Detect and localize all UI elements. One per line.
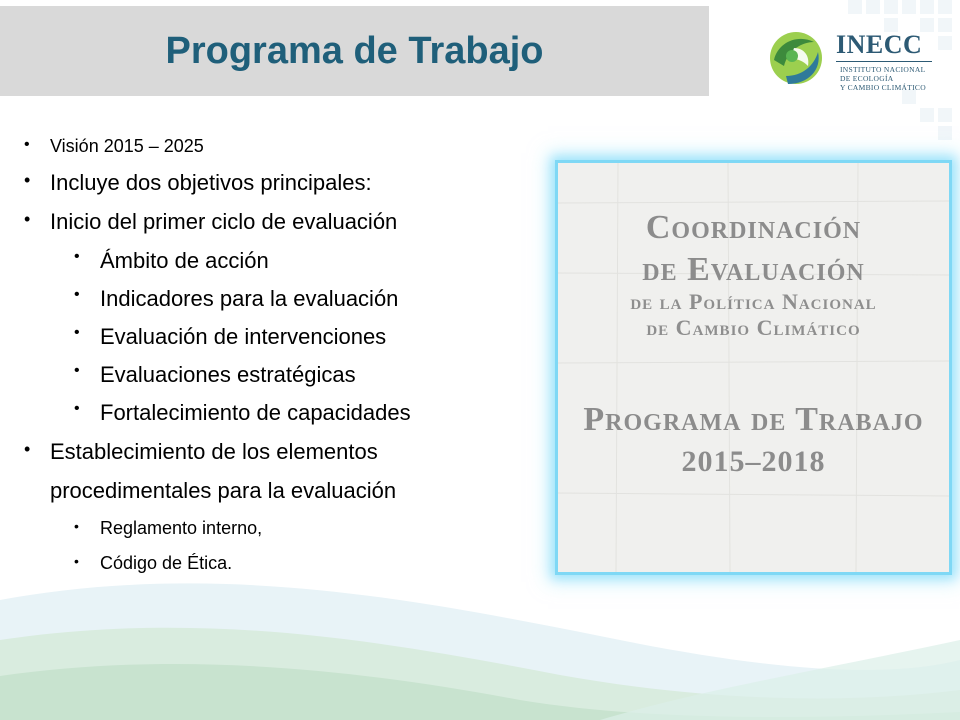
cover-subheading: de la Política Nacional	[630, 289, 877, 314]
sub-bullet-text: Evaluación de intervenciones	[100, 324, 387, 349]
logo-name: INECC	[836, 30, 923, 59]
bullet-icon: •	[24, 209, 31, 229]
bullet-text: Incluye dos objetivos principales:	[50, 170, 372, 195]
cover-subheading: de Cambio Climático	[646, 315, 861, 340]
cover-heading: Coordinación	[645, 209, 862, 246]
bullet-text: procedimentales para la evaluación	[50, 478, 397, 503]
sub-bullet-text: Evaluaciones estratégicas	[100, 362, 356, 387]
sub-bullet-text: Ámbito de acción	[100, 248, 269, 273]
logo-subtitle-line: INSTITUTO NACIONAL	[840, 65, 926, 74]
bullet-text: Establecimiento de los elementos	[50, 439, 378, 464]
bullet-icon: •	[24, 439, 31, 459]
bullet-icon: •	[74, 362, 80, 379]
sub-bullet-text: Indicadores para la evaluación	[100, 286, 399, 311]
bullet-icon: •	[24, 170, 31, 190]
bullet-icon: •	[74, 286, 80, 303]
sub-bullet-text: Fortalecimiento de capacidades	[100, 400, 411, 425]
bullet-icon: •	[74, 400, 80, 417]
bullet-text: Inicio del primer ciclo de evaluación	[50, 209, 398, 234]
bullet-text: Visión 2015 – 2025	[50, 136, 204, 156]
bullet-icon: •	[74, 324, 80, 341]
sub-bullet-text: Código de Ética.	[100, 553, 233, 573]
bullet-icon: •	[24, 136, 30, 153]
bullet-icon: •	[74, 518, 79, 534]
slide-title: Programa de Trabajo	[165, 30, 544, 72]
cover-years: 2015–2018	[681, 445, 826, 478]
sub-bullet-text: Reglamento interno,	[100, 518, 263, 538]
bullet-icon: •	[74, 248, 80, 265]
logo-subtitle-line: Y CAMBIO CLIMÁTICO	[840, 83, 926, 92]
cover-heading: de Evaluación	[642, 251, 865, 288]
logo-subtitle-line: DE ECOLOGÍA	[840, 74, 894, 83]
document-cover-image	[558, 163, 949, 572]
bullet-icon: •	[74, 553, 79, 569]
cover-program-title: Programa de Trabajo	[583, 401, 924, 438]
